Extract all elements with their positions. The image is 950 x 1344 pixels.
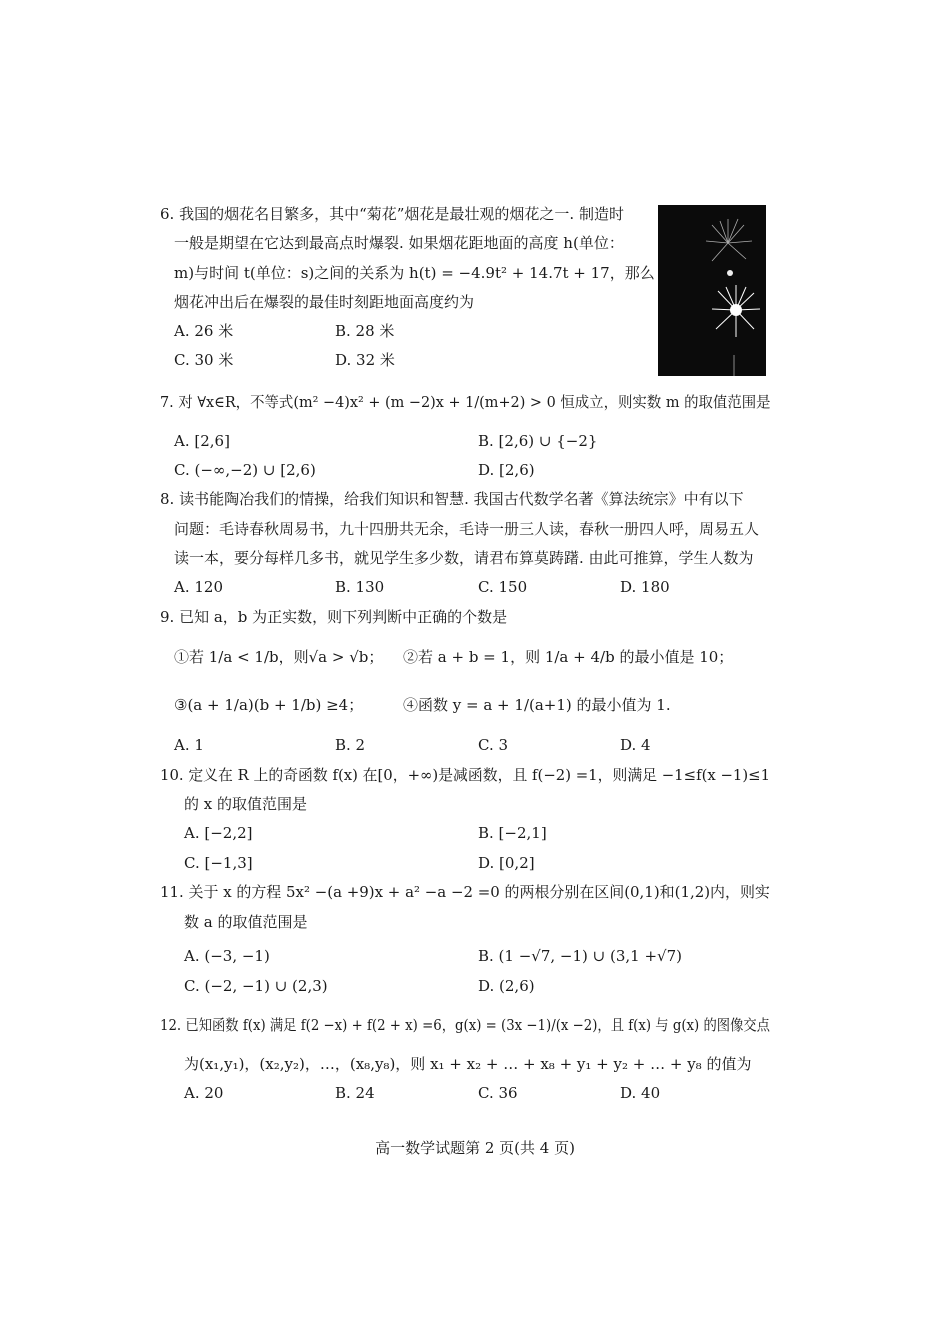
q11-option-a: A. (−3, −1): [184, 947, 270, 965]
q6-line-2: 一般是期望在它达到最高点时爆裂. 如果烟花距地面的高度 h(单位：: [174, 234, 624, 252]
q11-line-2: 数 a 的取值范围是: [184, 913, 308, 931]
q8-line-2: 问题：毛诗春秋周易书，九十四册共无余，毛诗一册三人读，春秋一册四人呼，周易五人: [174, 520, 760, 538]
q7-stem: 7. 对 ∀x∈R，不等式(m² −4)x² + (m −2)x + 1/(m+2) > 0 恒成立，则实数 m 的取值范围是: [160, 393, 771, 411]
q9-option-c: C. 3: [478, 736, 509, 754]
q10-line-2: 的 x 的取值范围是: [184, 795, 307, 813]
page-footer: 高一数学试题第 2 页(共 4 页): [375, 1139, 575, 1157]
q12-line-1: 12. 已知函数 f(x) 满足 f(2 −x) + f(2 + x) =6，g(x) = (3x −1)/(x −2)，且 f(x) 与 g(x) 的图像交点: [160, 1016, 770, 1034]
q12-option-a: A. 20: [184, 1084, 224, 1102]
q6-line-4: 烟花冲出后在爆裂的最佳时刻距地面高度约为: [174, 293, 475, 311]
q9-option-a: A. 1: [174, 736, 204, 754]
q8-option-a: A. 120: [174, 578, 223, 596]
q6-option-d: D. 32 米: [335, 351, 395, 369]
q9-item-1: ①若 1/a < 1/b，则√a > √b；: [174, 648, 384, 666]
q6-option-a: A. 26 米: [174, 322, 234, 340]
q7-option-d: D. [2,6): [478, 461, 535, 479]
q11-option-d: D. (2,6): [478, 977, 535, 995]
q12-option-b: B. 24: [335, 1084, 375, 1102]
q9-item-4: ④函数 y = a + 1/(a+1) 的最小值为 1.: [403, 696, 671, 714]
q7-option-c: C. (−∞,−2) ∪ [2,6): [174, 461, 316, 479]
q8-line-1: 8. 读书能陶冶我们的情操，给我们知识和智慧. 我国古代数学名著《算法统宗》中有以下: [160, 490, 744, 508]
q7-option-a: A. [2,6]: [174, 432, 230, 450]
q9-item-2: ②若 a + b = 1，则 1/a + 4/b 的最小值是 10；: [403, 648, 734, 666]
q6-line-1: 6. 我国的烟花名目繁多，其中“菊花”烟花是最壮观的烟花之一. 制造时: [160, 205, 624, 223]
q9-option-b: B. 2: [335, 736, 366, 754]
firework-photo: [658, 205, 766, 376]
q8-option-c: C. 150: [478, 578, 528, 596]
q10-option-a: A. [−2,2]: [184, 824, 253, 842]
q10-option-d: D. [0,2]: [478, 854, 535, 872]
q11-line-1: 11. 关于 x 的方程 5x² −(a +9)x + a² −a −2 =0 的两根分别在区间(0,1)和(1,2)内，则实: [160, 883, 770, 901]
q11-option-b: B. (1 −√7, −1) ∪ (3,1 +√7): [478, 947, 682, 965]
q9-option-d: D. 4: [620, 736, 651, 754]
firework-icon: [658, 205, 766, 376]
q11-option-c: C. (−2, −1) ∪ (2,3): [184, 977, 328, 995]
q10-option-c: C. [−1,3]: [184, 854, 253, 872]
q6-line-3: m)与时间 t(单位：s)之间的关系为 h(t) = −4.9t² + 14.7t + 17，那么: [174, 264, 655, 282]
q12-line-2: 为(x₁,y₁)，(x₂,y₂)，…，(x₈,y₈)，则 x₁ + x₂ + … + x₈ + y₁ + y₂ + … + y₈ 的值为: [184, 1055, 752, 1073]
q10-option-b: B. [−2,1]: [478, 824, 547, 842]
q9-item-3: ③(a + 1/a)(b + 1/b) ≥4；: [174, 696, 364, 714]
q6-option-b: B. 28 米: [335, 322, 395, 340]
q9-stem: 9. 已知 a，b 为正实数，则下列判断中正确的个数是: [160, 608, 508, 626]
q12-option-c: C. 36: [478, 1084, 518, 1102]
q6-option-c: C. 30 米: [174, 351, 234, 369]
q8-option-d: D. 180: [620, 578, 670, 596]
q7-option-b: B. [2,6) ∪ {−2}: [478, 432, 598, 450]
q10-line-1: 10. 定义在 R 上的奇函数 f(x) 在[0，+∞)是减函数，且 f(−2) =1，则满足 −1≤f(x −1)≤1: [160, 766, 771, 784]
q12-option-d: D. 40: [620, 1084, 661, 1102]
q8-option-b: B. 130: [335, 578, 385, 596]
q8-line-3: 读一本，要分每样几多书，就见学生多少数，请君布算莫踌躇. 由此可推算，学生人数为: [174, 549, 754, 567]
